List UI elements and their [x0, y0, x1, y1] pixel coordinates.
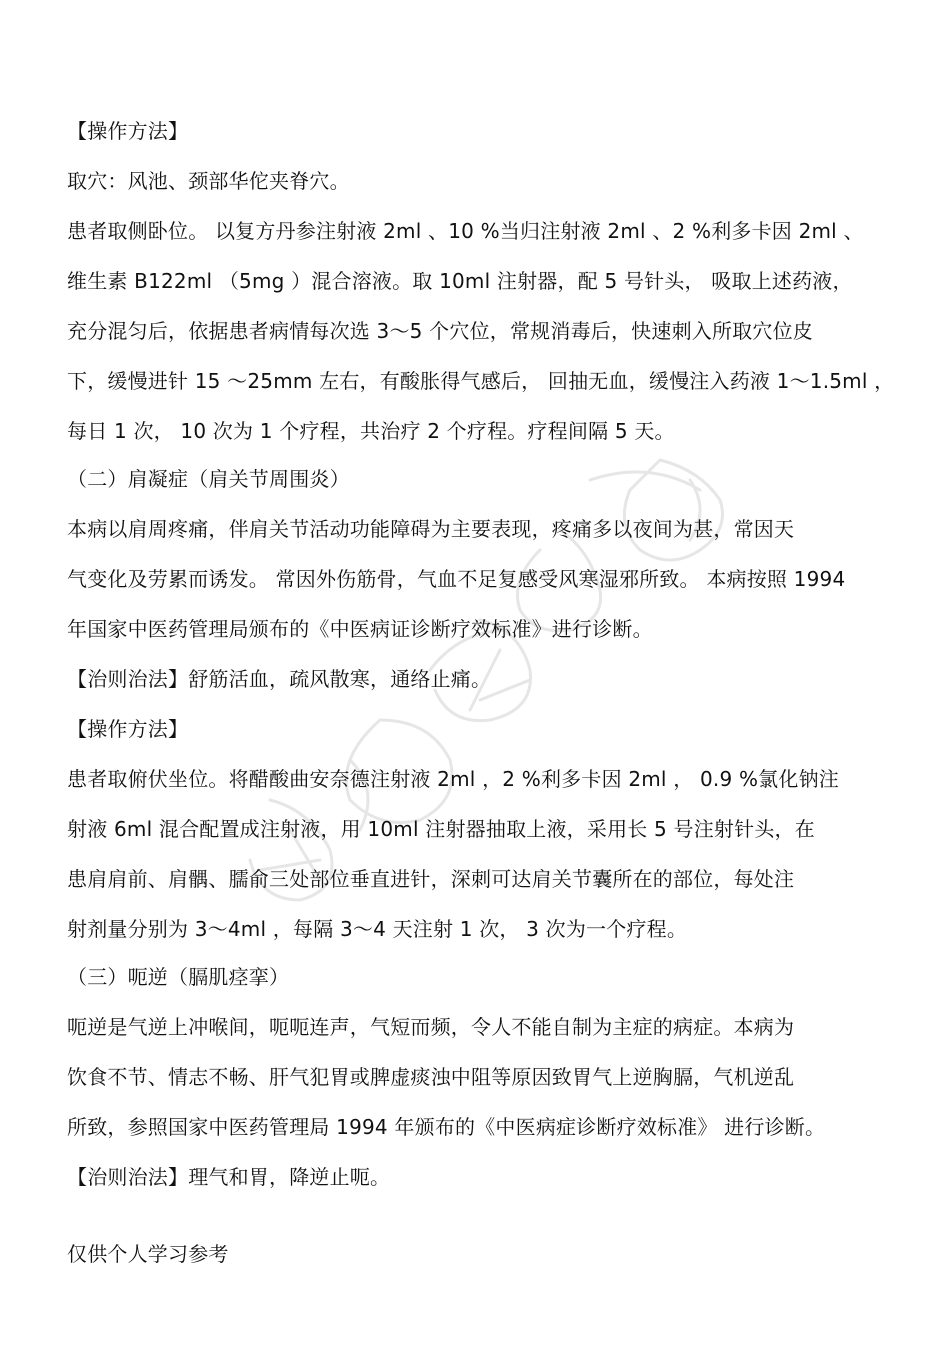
paragraph-line: 患者取俯伏坐位。将醋酸曲安奈德注射液 2ml ，2 %利多卡因 2ml ， 0.9 %氯化钠注: [67, 767, 839, 791]
heading-treatment-principle: 【治则治法】舒筋活血，疏风散寒，通络止痛。: [67, 667, 492, 691]
footer-note: 仅供个人学习参考: [67, 1242, 229, 1266]
paragraph-line: 所致，参照国家中医药管理局 1994 年颁布的《中医病症诊断疗效标准》 进行诊断。: [67, 1115, 826, 1139]
section-heading-hiccup: （三）呃逆（膈肌痉挛）: [67, 965, 290, 989]
paragraph-line: 呃逆是气逆上冲喉间，呃呃连声，气短而频，令人不能自制为主症的病症。本病为: [67, 1015, 795, 1039]
section-heading-frozen-shoulder: （二）肩凝症（肩关节周围炎）: [67, 467, 350, 491]
heading-treatment-principle: 【治则治法】理气和胃，降逆止呃。: [67, 1165, 391, 1189]
paragraph-line: 射液 6ml 混合配置成注射液，用 10ml 注射器抽取上液，采用长 5 号注射针头，在: [67, 817, 815, 841]
paragraph-line: 气变化及劳累而诱发。 常因外伤筋骨，气血不足复感受风寒湿邪所致。 本病按照 1994: [67, 567, 846, 591]
paragraph-line: 每日 1 次， 10 次为 1 个疗程，共治疗 2 个疗程。疗程间隔 5 天。: [67, 419, 675, 443]
heading-operation-method: 【操作方法】: [67, 119, 189, 143]
paragraph-line: 患者取侧卧位。 以复方丹参注射液 2ml 、10 %当归注射液 2ml 、2 %利多卡因 2ml 、: [67, 219, 864, 243]
paragraph-line: 饮食不节、情志不畅、肝气犯胃或脾虚痰浊中阻等原因致胃气上逆胸膈，气机逆乱: [67, 1065, 795, 1089]
paragraph-line: 本病以肩周疼痛，伴肩关节活动功能障碍为主要表现，疼痛多以夜间为甚，常因天: [67, 517, 795, 541]
paragraph-line: 年国家中医药管理局颁布的《中医病证诊断疗效标准》进行诊断。: [67, 617, 653, 641]
paragraph-line: 维生素 B122ml （5mg ）混合溶液。取 10ml 注射器，配 5 号针头， 吸取上述药液，: [67, 269, 853, 293]
paragraph-line: 下，缓慢进针 15 ～25mm 左右，有酸胀得气感后， 回抽无血，缓慢注入药液 1～1.5ml ，: [67, 369, 895, 393]
acupoint-selection-line: 取穴：风池、颈部华佗夹脊穴。: [67, 169, 350, 193]
heading-operation-method: 【操作方法】: [67, 717, 189, 741]
paragraph-line: 充分混匀后，依据患者病情每次选 3～5 个穴位，常规消毒后，快速刺入所取穴位皮: [67, 319, 813, 343]
paragraph-line: 射剂量分别为 3～4ml ，每隔 3～4 天注射 1 次， 3 次为一个疗程。: [67, 917, 688, 941]
paragraph-line: 患肩肩前、肩髃、臑俞三处部位垂直进针，深刺可达肩关节囊所在的部位，每处注: [67, 867, 795, 891]
